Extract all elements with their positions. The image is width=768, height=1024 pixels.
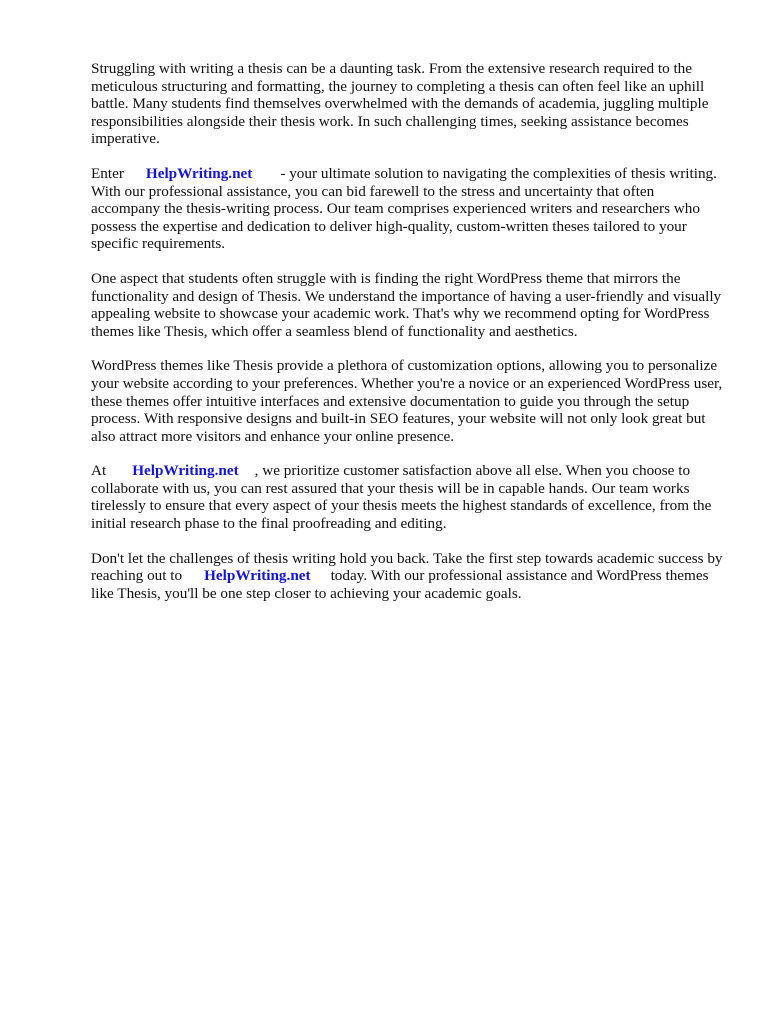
helpwriting-link[interactable]: HelpWriting.net: [132, 462, 239, 480]
helpwriting-link[interactable]: HelpWriting.net: [145, 164, 253, 182]
paragraph-customization: WordPress themes like Thesis provide a plethora of customization options, allowing you to personalize your website according to your preferences. Whether you're a novice or an experienced WordPress user, these themes offer intuitive interfaces and extensive documentation to guide you through the setup process. With responsive designs and built-in SEO features, your website will not only look great but also attract more visitors and enhance your online presence.: [91, 357, 723, 445]
helpwriting-link[interactable]: HelpWriting.net: [204, 567, 311, 585]
paragraph-closing: [91, 550, 723, 603]
paragraph-closing-body: today. With our professional assistance and WordPress themes like Thesis, you'll be one step closer to achieving your academic goals.: [91, 567, 709, 602]
paragraph-enter-lead: Enter: [91, 164, 124, 182]
paragraph-wordpress-theme: One aspect that students often struggle with is finding the right WordPress theme that mirrors the functionality and design of Thesis. We understand the importance of having a user-friendly and visually appealing website to showcase your academic work. That's why we recommend opting for WordPress themes like Thesis, which offer a seamless blend of functionality and aesthetics.: [91, 269, 722, 340]
document-page: [91, 60, 723, 619]
paragraph-at-body: , we prioritize customer satisfaction above all else. When you choose to collaborate with us, you can rest assured that your thesis will be in capable hands. Our team works tirelessly to ensure that every aspect of your thesis meets the highest standards of excellence, from the initial research phase to the final proofreading and editing.: [91, 462, 712, 533]
paragraph-at-lead: At: [91, 462, 107, 480]
paragraph-intro: Struggling with writing a thesis can be a daunting task. From the extensive research required to the meticulous structuring and formatting, the journey to completing a thesis can often feel like an uphill battle. Many students find themselves overwhelmed with the demands of academia, juggling multiple responsibilities alongside their thesis work. In such challenging times, seeking assistance becomes imperative.: [91, 60, 709, 148]
paragraph-at: [91, 462, 723, 532]
paragraph-enter-body: - your ultimate solution to navigating the complexities of thesis writing. With our professional assistance, you can bid farewell to the stress and uncertainty that often accompany the thesis-writing process. Our team comprises experienced writers and researchers who possess the expertise and dedication to deliver high-quality, custom-written theses tailored to your specific requirements.: [91, 164, 717, 253]
paragraph-closing-lead: Don't let the challenges of thesis writing hold you back. Take the first step towards academic success by reaching out to: [91, 549, 723, 585]
paragraph-enter: [91, 165, 723, 253]
